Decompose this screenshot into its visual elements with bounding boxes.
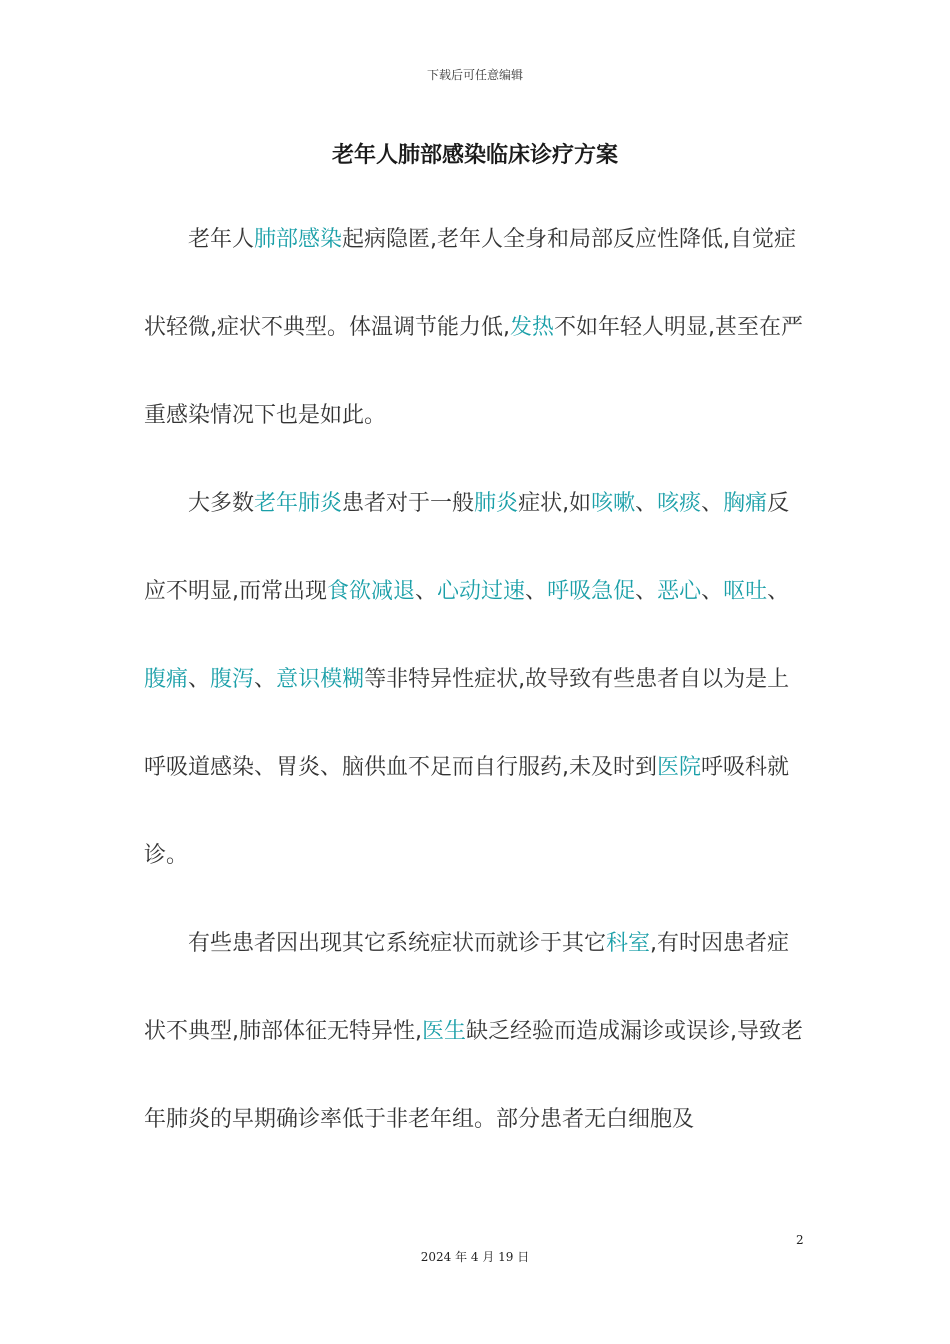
keyword-link[interactable]: 腹痛 bbox=[144, 667, 189, 692]
keyword-link[interactable]: 咳痰 bbox=[657, 491, 702, 516]
paragraph-text: 、 bbox=[635, 491, 658, 516]
paragraph-text: 、 bbox=[188, 667, 211, 692]
paragraph-text: 老年人 bbox=[188, 227, 255, 252]
keyword-link[interactable]: 呼吸急促 bbox=[547, 579, 636, 604]
keyword-link[interactable]: 医院 bbox=[657, 755, 702, 780]
paragraph-text: 症状,如 bbox=[518, 491, 592, 516]
keyword-link[interactable]: 食欲减退 bbox=[327, 579, 416, 604]
paragraph-text: 等非特异性症状,故导致有些患者自以为是上呼吸道感染、胃炎、脑供血不足而自行服药,未及时到 bbox=[144, 667, 790, 780]
header-note: 下载后可任意编辑 bbox=[426, 68, 523, 82]
paragraph-text: 、 bbox=[701, 579, 724, 604]
paragraph-text: 缺乏经验而造成漏诊或误诊,导致老年肺炎的早期确诊率低于非老年组。部分患者无白细胞及 bbox=[144, 1019, 804, 1132]
paragraph-text: 、 bbox=[254, 667, 277, 692]
paragraph-text: 起病隐匿,老年人全身和局部反应性降低,自觉症状轻微,症状不典型。体温调节能力低, bbox=[144, 227, 797, 340]
paragraph-text: 、 bbox=[701, 491, 724, 516]
paragraph-text: 反应不明显,而常出现 bbox=[144, 491, 790, 604]
keyword-link[interactable]: 老年肺炎 bbox=[254, 491, 343, 516]
paragraph-text: 、 bbox=[415, 579, 438, 604]
paragraph-text: 患者对于一般 bbox=[342, 491, 475, 516]
keyword-link[interactable]: 咳嗽 bbox=[591, 491, 636, 516]
keyword-link[interactable]: 肺炎 bbox=[474, 491, 519, 516]
page-number: 2 bbox=[796, 1233, 804, 1247]
paragraph-text: 、 bbox=[635, 579, 658, 604]
keyword-link[interactable]: 腹泻 bbox=[210, 667, 255, 692]
keyword-link[interactable]: 肺部感染 bbox=[254, 227, 343, 252]
paragraph-text: 不如年轻人明显,甚至在严重感染情况下也是如此。 bbox=[144, 315, 804, 428]
document-title: 老年人肺部感染临床诊疗方案 bbox=[331, 143, 618, 168]
keyword-link[interactable]: 呕吐 bbox=[723, 579, 768, 604]
paragraph bbox=[144, 900, 806, 1164]
keyword-link[interactable]: 心动过速 bbox=[437, 579, 526, 604]
keyword-link[interactable]: 科室 bbox=[606, 931, 651, 956]
keyword-link[interactable]: 恶心 bbox=[657, 579, 702, 604]
paragraph-text: 、 bbox=[525, 579, 548, 604]
keyword-link[interactable]: 意识模糊 bbox=[276, 667, 365, 692]
paragraph bbox=[144, 460, 806, 900]
keyword-link[interactable]: 发热 bbox=[510, 315, 555, 340]
keyword-link[interactable]: 胸痛 bbox=[723, 491, 768, 516]
paragraph-text: 呼吸科就诊。 bbox=[144, 755, 790, 868]
paragraph-text: 有些患者因出现其它系统症状而就诊于其它 bbox=[188, 931, 607, 956]
document-body bbox=[144, 196, 806, 1164]
footer-date: 2024 年 4 月 19 日 bbox=[420, 1250, 530, 1264]
paragraph-text: 、 bbox=[767, 579, 790, 604]
paragraph-text: ,有时因患者症状不典型,肺部体征无特异性, bbox=[144, 931, 790, 1044]
paragraph-text: 大多数 bbox=[188, 491, 255, 516]
paragraph bbox=[144, 196, 806, 460]
keyword-link[interactable]: 医生 bbox=[422, 1019, 467, 1044]
